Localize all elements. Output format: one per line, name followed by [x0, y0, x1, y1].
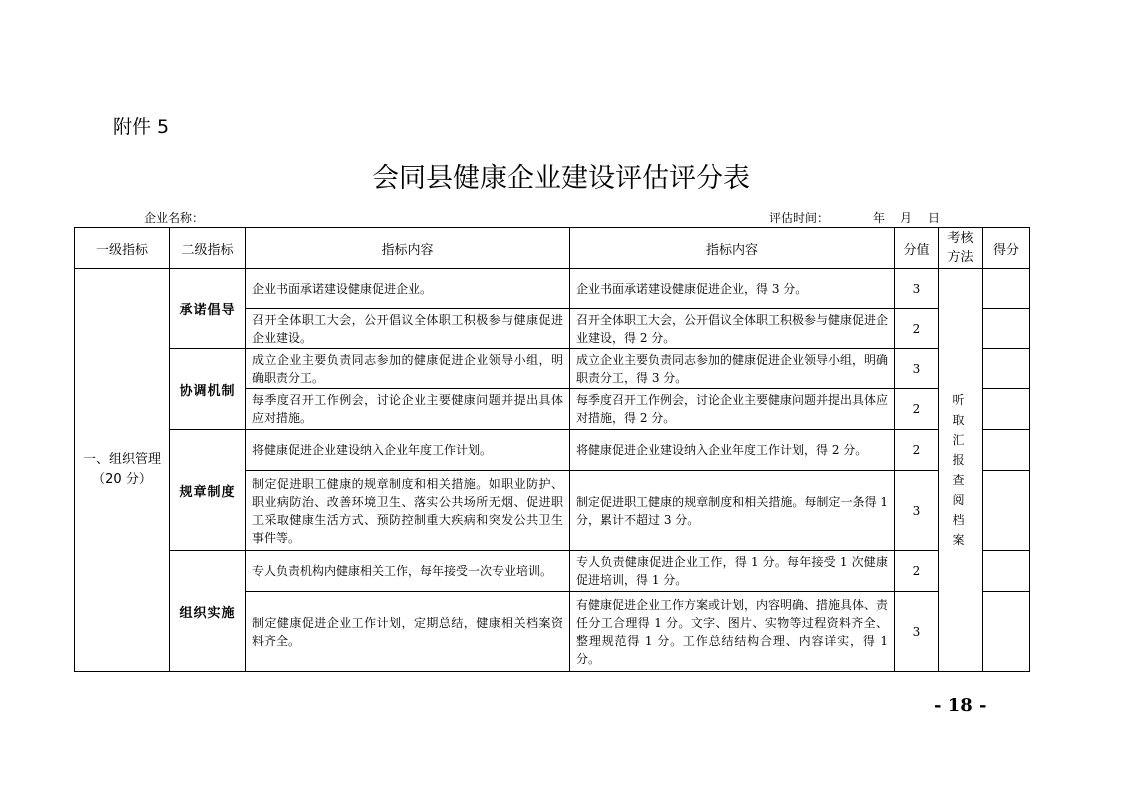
content-cell: 将健康促进企业建设纳入企业年度工作计划。	[246, 430, 570, 471]
eval-month-label: 月	[900, 211, 913, 225]
content-cell: 召开全体职工大会，公开倡议全体职工积极参与健康促进企业建设。	[246, 309, 570, 349]
page-number: - 18 -	[934, 695, 987, 716]
table-row	[75, 269, 1030, 309]
level1-name: 一、组织管理	[82, 452, 161, 467]
header-result: 得分	[983, 228, 1030, 269]
criteria-cell: 将健康促进企业建设纳入企业年度工作计划，得 2 分。	[570, 430, 895, 471]
result-cell[interactable]	[983, 269, 1030, 309]
table-row	[75, 349, 1030, 389]
content-cell: 每季度召开工作例会，讨论企业主要健康问题并提出具体应对措施。	[246, 389, 570, 430]
criteria-cell: 有健康促进企业工作方案或计划，内容明确、措施具体、责任分工合理得 1 分。文字、图片、实物等过程资料齐全、整理规范得 1 分。工作总结结构合理、内容详实，得 1 分。	[570, 592, 895, 672]
result-cell[interactable]	[983, 349, 1030, 389]
score-table	[74, 227, 1030, 672]
table-row	[75, 430, 1030, 471]
level2-cell: 协调机制	[170, 349, 246, 430]
score-cell: 3	[895, 349, 939, 389]
level2-cell: 规章制度	[170, 430, 246, 551]
result-cell[interactable]	[983, 592, 1030, 672]
result-cell[interactable]	[983, 309, 1030, 349]
method-cell	[939, 269, 983, 672]
score-cell: 2	[895, 430, 939, 471]
score-cell: 3	[895, 269, 939, 309]
result-cell[interactable]	[983, 430, 1030, 471]
eval-year-label: 年	[873, 211, 886, 225]
page-title: 会同县健康企业建设评估评分表	[372, 163, 750, 194]
level1-cell	[75, 269, 170, 672]
score-cell: 2	[895, 551, 939, 592]
table-row	[75, 551, 1030, 592]
header-score: 分值	[895, 228, 939, 269]
header-level2: 二级指标	[170, 228, 246, 269]
content-cell: 成立企业主要负责同志参加的健康促进企业领导小组，明确职责分工。	[246, 349, 570, 389]
eval-time-label: 评估时间：	[769, 211, 830, 225]
result-cell[interactable]	[983, 389, 1030, 430]
header-method	[939, 228, 983, 269]
content-cell: 制定健康促进企业工作计划，定期总结，健康相关档案资料齐全。	[246, 592, 570, 672]
level1-score: （20 分）	[92, 472, 152, 487]
table-header-row	[75, 228, 1030, 269]
method-text: 听取汇报查阅档案	[952, 393, 969, 547]
header-content: 指标内容	[246, 228, 570, 269]
company-name-label: 企业名称：	[144, 211, 205, 225]
result-cell[interactable]	[983, 471, 1030, 551]
level2-cell: 承诺倡导	[170, 269, 246, 349]
criteria-cell: 专人负责健康促进企业工作，得 1 分。每年接受 1 次健康促进培训，得 1 分。	[570, 551, 895, 592]
attachment-label: 附件 5	[113, 116, 170, 138]
result-cell[interactable]	[983, 551, 1030, 592]
header-criteria: 指标内容	[570, 228, 895, 269]
score-cell: 3	[895, 471, 939, 551]
score-cell: 2	[895, 389, 939, 430]
level2-cell: 组织实施	[170, 551, 246, 672]
content-cell: 企业书面承诺建设健康促进企业。	[246, 269, 570, 309]
criteria-cell: 每季度召开工作例会，讨论企业主要健康问题并提出具体应对措施，得 2 分。	[570, 389, 895, 430]
criteria-cell: 制定促进职工健康的规章制度和相关措施。每制定一条得 1 分，累计不超过 3 分。	[570, 471, 895, 551]
content-cell: 制定促进职工健康的规章制度和相关措施。如职业防护、职业病防治、改善环境卫生、落实公共场所无烟、促进职工采取健康生活方式、预防控制重大疾病和突发公共卫生事件等。	[246, 471, 570, 551]
criteria-cell: 企业书面承诺建设健康促进企业，得 3 分。	[570, 269, 895, 309]
score-cell: 3	[895, 592, 939, 672]
criteria-cell: 成立企业主要负责同志参加的健康促进企业领导小组，明确职责分工，得 3 分。	[570, 349, 895, 389]
eval-day-label: 日	[928, 211, 941, 225]
header-method-text: 考核方法	[947, 231, 974, 265]
criteria-cell: 召开全体职工大会，公开倡议全体职工积极参与健康促进企业建设，得 2 分。	[570, 309, 895, 349]
header-level1: 一级指标	[75, 228, 170, 269]
score-cell: 2	[895, 309, 939, 349]
content-cell: 专人负责机构内健康相关工作，每年接受一次专业培训。	[246, 551, 570, 592]
